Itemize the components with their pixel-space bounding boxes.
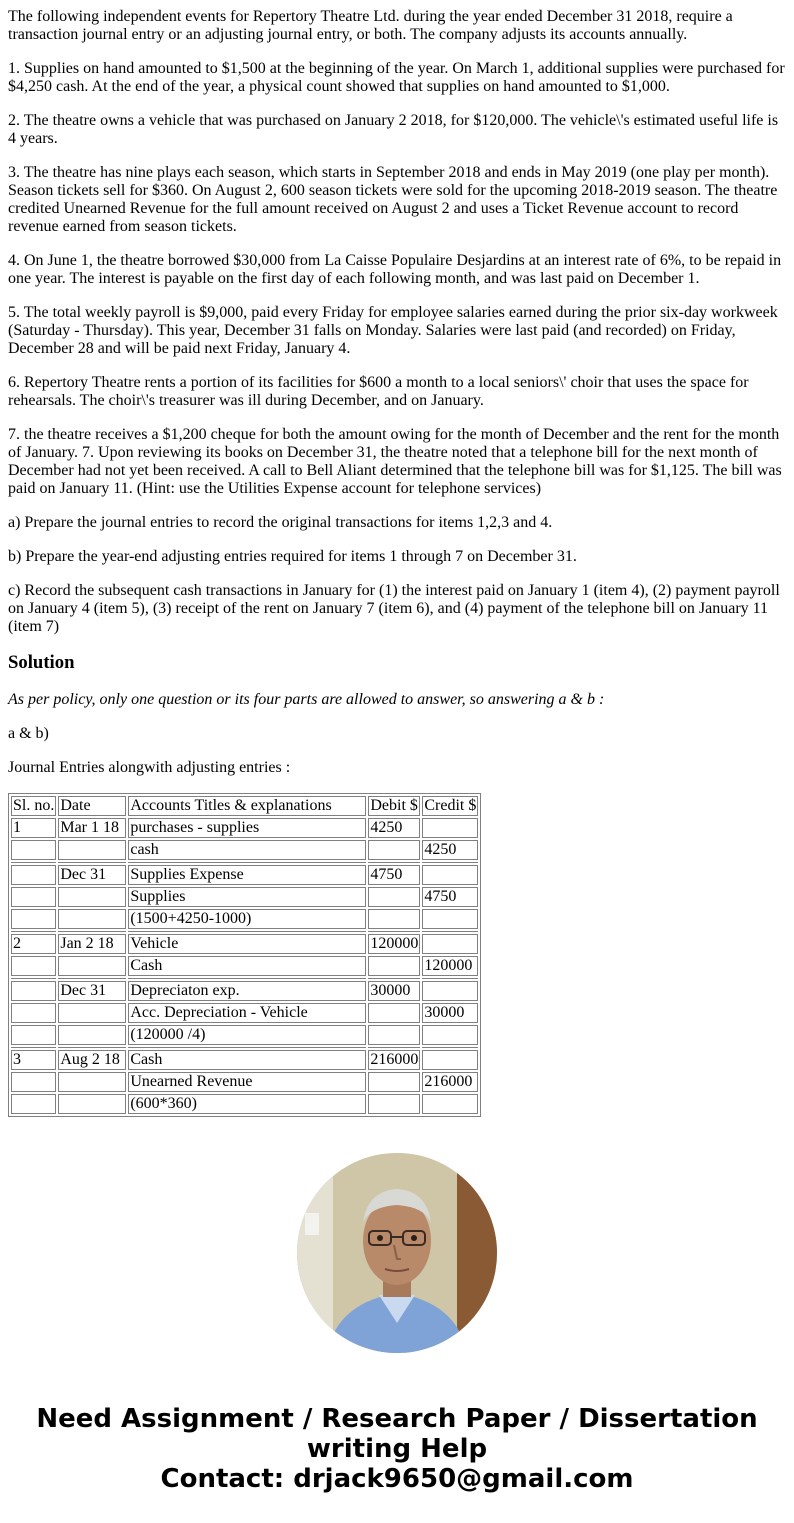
- table-caption: Journal Entries alongwith adjusting entries :: [8, 759, 291, 776]
- cell-debit: 4250: [368, 818, 420, 838]
- question-part-a: a) Prepare the journal entries to record the original transactions for items 1,2,3 and 4.: [8, 514, 553, 531]
- table-row: [11, 840, 478, 860]
- cell-credit: 216000: [422, 1072, 478, 1092]
- table-group-separator: [11, 978, 478, 979]
- cell-date: [58, 909, 126, 929]
- cell-account: cash: [128, 840, 366, 860]
- separator-cell: [368, 862, 420, 863]
- table-row: [11, 956, 478, 976]
- avatar: [297, 1153, 497, 1353]
- question-item-2: 2. The theatre owns a vehicle that was purchased on January 2 2018, for $120,000. The vehicle\'s estimated useful life is 4 years.: [8, 112, 779, 147]
- question-item-3: 3. The theatre has nine plays each season, which starts in September 2018 and ends in May 2019 (one play per month). Season tickets sell for $360. On August 2, 600 season tickets were sold for the upcoming 2018-2019 season. The theatre credited Unearned Revenue for the full amount received on August 2 and uses a Ticket Revenue account to record revenue earned from season tickets.: [8, 164, 778, 235]
- table-row: [11, 1025, 478, 1045]
- question-part-c: c) Record the subsequent cash transactions in January for (1) the interest paid on January 1 (item 4), (2) payment payroll on January 4 (item 5), (3) receipt of the rent on January 7 (item 6), and (4) payment of the telephone bill on January 11 (item 7): [8, 582, 780, 635]
- cell-debit: 120000: [370, 935, 419, 952]
- cell-credit: 4750: [422, 887, 478, 907]
- cell-account: Cash: [128, 956, 366, 976]
- cell-date: Mar 1 18: [58, 818, 126, 838]
- promo-contact: Contact: drjack9650@gmail.com: [160, 1464, 634, 1494]
- question-item-1: 1. Supplies on hand amounted to $1,500 at the beginning of the year. On March 1, additional supplies were purchased for $4,250 cash. At the end of the year, a physical count showed that supplies on hand amounted to $1,000.: [8, 60, 785, 95]
- table-row: [11, 909, 478, 929]
- cell-credit: [422, 1025, 478, 1045]
- promo-line-1: Need Assignment / Research Paper / Dissertation: [36, 1404, 758, 1434]
- separator-cell: [11, 862, 56, 863]
- separator-cell: [128, 1047, 366, 1048]
- cell-account: (120000 /4): [128, 1025, 366, 1045]
- separator-cell: [368, 1047, 420, 1048]
- cell-sl-no: [11, 1025, 56, 1045]
- header-date: Date: [58, 796, 126, 816]
- cell-account: (600*360): [128, 1094, 366, 1114]
- cell-date: [58, 1072, 126, 1092]
- table-row: [11, 1003, 478, 1023]
- separator-cell: [422, 931, 478, 932]
- cell-sl-no: [11, 1072, 56, 1092]
- cell-sl-no: [11, 887, 56, 907]
- separator-cell: [58, 978, 126, 979]
- cell-credit: [422, 934, 478, 954]
- cell-date: [58, 840, 126, 860]
- separator-cell: [11, 1047, 56, 1048]
- cell-debit: 216000: [370, 1051, 419, 1068]
- separator-cell: [422, 978, 478, 979]
- separator-cell: [422, 1047, 478, 1048]
- journal-entries-table: [8, 793, 481, 1117]
- cell-sl-no: [11, 1094, 56, 1114]
- question-part-b: b) Prepare the year-end adjusting entries required for items 1 through 7 on December 31.: [8, 548, 577, 565]
- table-group-separator: [11, 862, 478, 863]
- table-row: [11, 981, 478, 1001]
- cell-date: [58, 1094, 126, 1114]
- part-label: a & b): [8, 725, 49, 742]
- cell-debit: [368, 1072, 420, 1092]
- question-intro: The following independent events for Repertory Theatre Ltd. during the year ended December 31 2018, require a transaction journal entry or an adjusting journal entry, or both. The company adjusts its accounts annually.: [8, 8, 733, 43]
- question-item-7: 7. the theatre receives a $1,200 cheque for both the amount owing for the month of December and the rent for the month of January. 7. Upon reviewing its books on December 31, the theatre noted that a telephone bill for the next month of December had not yet been received. A call to Bell Aliant determined that the telephone bill was for $1,125. The bill was paid on January 11. (Hint: use the Utilities Expense account for telephone services): [8, 426, 782, 497]
- separator-cell: [128, 978, 366, 979]
- separator-cell: [128, 931, 366, 932]
- table-row: [11, 818, 478, 838]
- cell-sl-no: [11, 981, 56, 1001]
- cell-date: [58, 1003, 126, 1023]
- separator-cell: [58, 1047, 126, 1048]
- promo-banner: [0, 1404, 794, 1494]
- person-portrait-icon: [297, 1153, 497, 1353]
- cell-sl-no: [11, 1003, 56, 1023]
- table-group-separator: [11, 1047, 478, 1048]
- separator-cell: [58, 862, 126, 863]
- cell-credit: [422, 909, 478, 929]
- table-row: [11, 865, 478, 885]
- cell-date: Dec 31: [58, 865, 126, 885]
- question-item-4: 4. On June 1, the theatre borrowed $30,000 from La Caisse Populaire Desjardins at an interest rate of 6%, to be repaid in one year. The interest is payable on the first day of each following month, and was last paid on December 1.: [8, 252, 782, 287]
- separator-cell: [368, 978, 420, 979]
- cell-date: Jan 2 18: [58, 934, 126, 954]
- cell-debit: [368, 1094, 420, 1114]
- cell-account: (1500+4250-1000): [128, 909, 366, 929]
- cell-debit: 4750: [368, 865, 420, 885]
- table-row: [11, 1050, 478, 1070]
- cell-credit: 4250: [422, 840, 478, 860]
- cell-sl-no: 3: [11, 1050, 56, 1070]
- separator-cell: [368, 931, 420, 932]
- cell-sl-no: [11, 909, 56, 929]
- separator-cell: [11, 978, 56, 979]
- header-credit: Credit $: [424, 797, 477, 814]
- cell-date: [58, 956, 126, 976]
- question-item-6: 6. Repertory Theatre rents a portion of its facilities for $600 a month to a local seniors\' choir that uses the space for rehearsals. The choir\'s treasurer was ill during December, and on January.: [8, 374, 749, 409]
- cell-credit: [422, 865, 478, 885]
- cell-sl-no: 1: [11, 818, 56, 838]
- cell-account: Unearned Revenue: [128, 1072, 366, 1092]
- table-row: [11, 887, 478, 907]
- cell-date: Aug 2 18: [58, 1050, 126, 1070]
- cell-account: Acc. Depreciation - Vehicle: [128, 1003, 366, 1023]
- cell-date: [58, 887, 126, 907]
- cell-credit: 120000: [422, 956, 478, 976]
- cell-debit: [368, 840, 420, 860]
- policy-note: [8, 691, 786, 709]
- cell-debit: [368, 1003, 420, 1023]
- journal-table-body: [11, 818, 478, 1114]
- separator-cell: [128, 862, 366, 863]
- article-content: [8, 0, 786, 1120]
- cell-credit: [422, 1050, 478, 1070]
- cell-credit: [422, 981, 478, 1001]
- cell-account: purchases - supplies: [128, 818, 366, 838]
- question-item-5: 5. The total weekly payroll is $9,000, paid every Friday for employee salaries earned during the prior six-day workweek (Saturday - Thursday). This year, December 31 falls on Monday. Salaries were last paid (and recorded) on Friday, December 28 and will be paid next Friday, January 4.: [8, 304, 778, 357]
- cell-account: Depreciaton exp.: [128, 981, 366, 1001]
- table-row: [11, 1072, 478, 1092]
- table-row: [11, 934, 478, 954]
- cell-date: Dec 31: [58, 981, 126, 1001]
- table-row: [11, 1094, 478, 1114]
- cell-debit: [368, 1025, 420, 1045]
- cell-account: Supplies: [128, 887, 366, 907]
- solution-heading: Solution: [8, 652, 75, 673]
- cell-sl-no: 2: [11, 934, 56, 954]
- header-accounts: Accounts Titles & explanations: [128, 796, 366, 816]
- cell-sl-no: [11, 865, 56, 885]
- cell-account: Vehicle: [128, 934, 366, 954]
- table-group-separator: [11, 931, 478, 932]
- journal-table-container: [8, 793, 786, 1120]
- cell-debit: 30000: [368, 981, 420, 1001]
- cell-sl-no: [11, 956, 56, 976]
- separator-cell: [58, 931, 126, 932]
- policy-note-text: As per policy, only one question or its four parts are allowed to answer, so answering a & b :: [8, 691, 605, 708]
- cell-debit: [368, 956, 420, 976]
- separator-cell: [11, 931, 56, 932]
- cell-debit: [368, 909, 420, 929]
- cell-date: [58, 1025, 126, 1045]
- table-header-row: [11, 796, 478, 816]
- cell-credit: [422, 818, 478, 838]
- cell-credit: 30000: [422, 1003, 478, 1023]
- header-debit: Debit $: [368, 796, 420, 816]
- header-sl-no: Sl. no.: [13, 797, 55, 814]
- cell-credit: [422, 1094, 478, 1114]
- cell-debit: [368, 887, 420, 907]
- cell-account: Supplies Expense: [128, 865, 366, 885]
- cell-sl-no: [11, 840, 56, 860]
- cell-account: Cash: [128, 1050, 366, 1070]
- separator-cell: [422, 862, 478, 863]
- promo-line-2: writing Help: [306, 1434, 488, 1464]
